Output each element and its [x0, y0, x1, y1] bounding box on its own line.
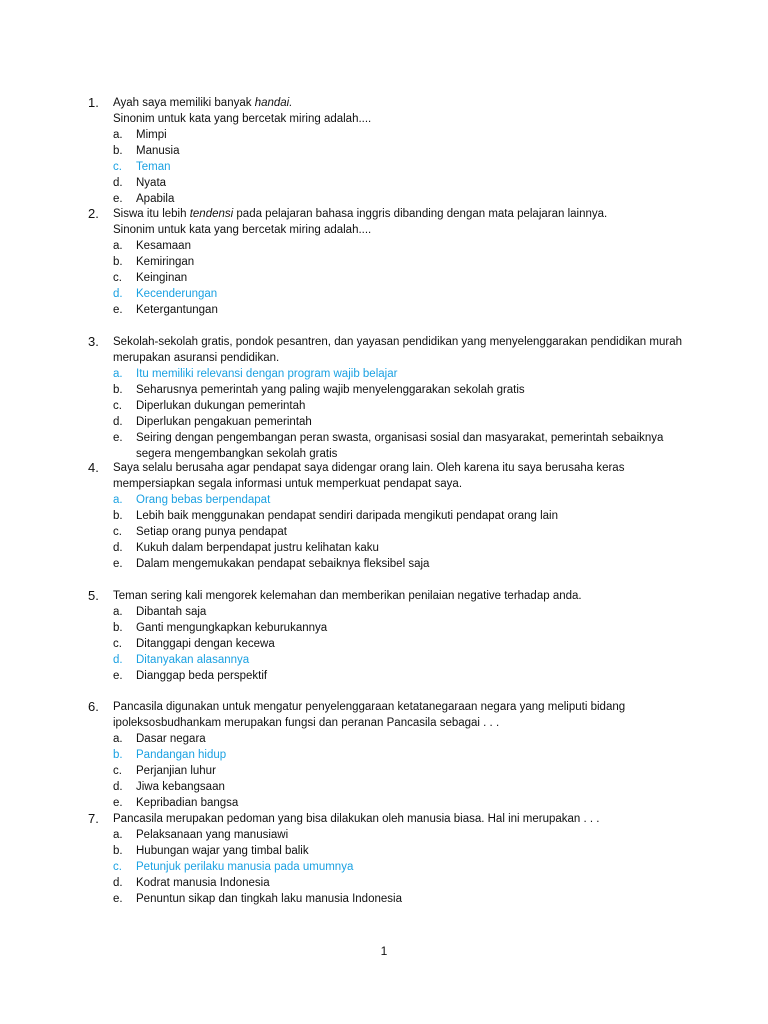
option-text: Hubungan wajar yang timbal balik: [136, 845, 309, 857]
option-text: Dianggap beda perspektif: [136, 670, 268, 682]
question-number: 5.: [88, 588, 99, 603]
stem-text: merupakan asuransi pendidikan.: [113, 352, 280, 364]
stem-text: Sekolah-sekolah gratis, pondok pesantren, dan yayasan pendidikan yang menyelenggarakan pendidikan murah: [113, 336, 682, 348]
option-letter: b.: [113, 145, 123, 157]
option-letter: e.: [113, 670, 123, 682]
option-letter: a.: [113, 606, 123, 618]
option-text: Ketergantungan: [136, 304, 218, 316]
stem-text: Siswa itu lebih: [113, 208, 190, 220]
option-letter: e.: [113, 304, 123, 316]
option-text: Nyata: [136, 177, 167, 189]
option-letter: b.: [113, 845, 123, 857]
option-letter: c.: [113, 638, 122, 650]
stem-text: Sinonim untuk kata yang bercetak miring adalah....: [113, 113, 372, 125]
question-stem-line: [113, 111, 371, 127]
option-letter: a.: [113, 240, 123, 252]
option-text: Mimpi: [136, 129, 167, 141]
option-text: Jiwa kebangsaan: [136, 781, 225, 793]
option-text: Seharusnya pemerintah yang paling wajib menyelenggarakan sekolah gratis: [136, 384, 525, 396]
option-letter: d.: [113, 781, 123, 793]
question-number: 7.: [88, 811, 99, 826]
option-letter: b.: [113, 749, 123, 761]
stem-text: pada pelajaran bahasa inggris dibanding dengan mata pelajaran lainnya.: [233, 208, 608, 220]
question-stem-line: [113, 334, 682, 350]
option-letter: c.: [113, 526, 122, 538]
stem-text: Saya selalu berusaha agar pendapat saya didengar orang lain. Oleh karena itu saya berusaha keras: [113, 462, 625, 474]
option-text: Teman: [136, 161, 171, 173]
question-number: 3.: [88, 334, 99, 349]
option-text: Ditanyakan alasannya: [136, 654, 250, 666]
option-letter: d.: [113, 542, 123, 554]
option-letter: c.: [113, 161, 122, 173]
question-stem-line: [113, 460, 624, 476]
option-text: Pelaksanaan yang manusiawi: [136, 829, 289, 841]
option-text: Kukuh dalam berpendapat justru kelihatan kaku: [136, 542, 379, 554]
option-letter: c.: [113, 765, 122, 777]
question-stem-line: [113, 350, 279, 366]
option-text: Setiap orang punya pendapat: [136, 526, 287, 538]
option-letter: e.: [113, 432, 123, 444]
option-letter: b.: [113, 384, 123, 396]
option-letter: a.: [113, 368, 123, 380]
option-text: Dibantah saja: [136, 606, 207, 618]
option-text: Keinginan: [136, 272, 188, 284]
stem-text: mempersiapkan segala informasi untuk memperkuat pendapat saya.: [113, 478, 463, 490]
stem-text: Pancasila digunakan untuk mengatur penyelenggaraan ketatanegaraan negara yang meliputi bidang: [113, 701, 626, 713]
italic-term: tendensi: [189, 208, 234, 220]
question-number: 6.: [88, 699, 99, 714]
option-text: Petunjuk perilaku manusia pada umumnya: [136, 861, 354, 873]
option-text: Apabila: [136, 193, 175, 205]
option-letter: b.: [113, 622, 123, 634]
option-text: segera mengembangkan sekolah gratis: [136, 448, 338, 460]
italic-term: handai.: [254, 97, 293, 109]
question-stem-line: [113, 222, 371, 238]
option-letter: d.: [113, 288, 123, 300]
option-letter: c.: [113, 272, 122, 284]
option-text: Kemiringan: [136, 256, 195, 268]
option-text: Dalam mengemukakan pendapat sebaiknya fleksibel saja: [136, 558, 430, 570]
option-letter: e.: [113, 193, 123, 205]
option-text: Ganti mengungkapkan keburukannya: [136, 622, 328, 634]
option-letter: e.: [113, 558, 123, 570]
option-letter: d.: [113, 654, 123, 666]
option-letter: b.: [113, 510, 123, 522]
option-letter: a.: [113, 129, 123, 141]
option-letter: d.: [113, 877, 123, 889]
option-text: Kepribadian bangsa: [136, 797, 239, 809]
question-stem-line: [113, 588, 582, 604]
option-letter: b.: [113, 256, 123, 268]
option-letter: e.: [113, 893, 123, 905]
option-text: Manusia: [136, 145, 180, 157]
option-text: Itu memiliki relevansi dengan program wajib belajar: [136, 368, 398, 380]
option-text: Pandangan hidup: [136, 749, 227, 761]
option-text: Kodrat manusia Indonesia: [136, 877, 270, 889]
stem-text: ipoleksosbudhankam merupakan fungsi dan peranan Pancasila sebagai . . .: [113, 717, 500, 729]
option-letter: e.: [113, 797, 123, 809]
question-stem-line: [113, 699, 625, 715]
option-letter: c.: [113, 400, 122, 412]
option-letter: c.: [113, 861, 122, 873]
option-letter: d.: [113, 416, 123, 428]
question-stem-line: [113, 476, 462, 492]
stem-text: Ayah saya memiliki banyak: [113, 97, 255, 109]
option-letter: a.: [113, 494, 123, 506]
option-text: Perjanjian luhur: [136, 765, 216, 777]
option-letter: a.: [113, 829, 123, 841]
question-stem-line: [113, 95, 292, 111]
question-stem-line: [113, 206, 607, 222]
option-text: Diperlukan pengakuan pemerintah: [136, 416, 312, 428]
question-stem-line: [113, 715, 499, 731]
option-text: Ditanggapi dengan kecewa: [136, 638, 275, 650]
option-text: Kesamaan: [136, 240, 191, 252]
option-text: Orang bebas berpendapat: [136, 494, 271, 506]
stem-text: Teman sering kali mengorek kelemahan dan memberikan penilaian negative terhadap anda.: [113, 590, 582, 602]
question-number: 1.: [88, 95, 99, 110]
option-text: Dasar negara: [136, 733, 206, 745]
stem-text: Sinonim untuk kata yang bercetak miring adalah....: [113, 224, 372, 236]
option-text: Lebih baik menggunakan pendapat sendiri daripada mengikuti pendapat orang lain: [136, 510, 558, 522]
question-stem-line: [113, 811, 599, 827]
question-number: 4.: [88, 460, 99, 475]
option-letter: d.: [113, 177, 123, 189]
option-text: Seiring dengan pengembangan peran swasta, organisasi sosial dan masyarakat, pemerintah sebaiknya: [136, 432, 664, 444]
page-number: 1: [380, 944, 388, 958]
option-text: Penuntun sikap dan tingkah laku manusia Indonesia: [136, 893, 402, 905]
option-letter: a.: [113, 733, 123, 745]
stem-text: Pancasila merupakan pedoman yang bisa dilakukan oleh manusia biasa. Hal ini merupakan . . .: [113, 813, 600, 825]
option-text: Diperlukan dukungan pemerintah: [136, 400, 306, 412]
question-number: 2.: [88, 206, 99, 221]
option-text: Kecenderungan: [136, 288, 218, 300]
